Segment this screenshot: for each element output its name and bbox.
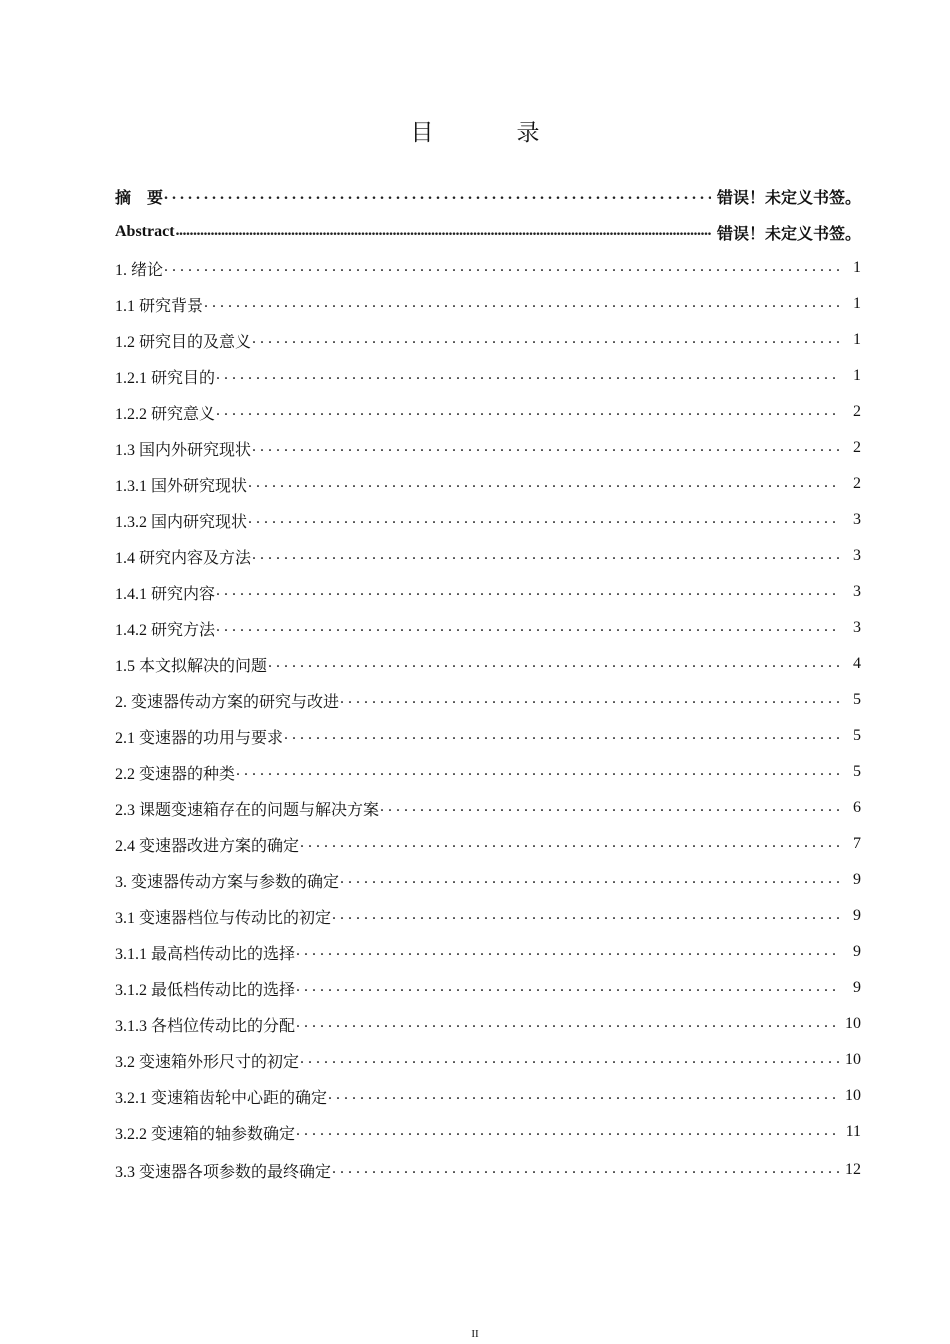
toc-entry-label: 2.1 变速器的功用与要求: [115, 729, 284, 747]
toc-entry[interactable]: [115, 610, 861, 646]
toc-entry-page: 1: [853, 367, 861, 384]
toc-entry-page: 6: [853, 799, 861, 816]
toc-entry[interactable]: [115, 538, 861, 574]
toc-entry-page: 9: [853, 943, 861, 960]
toc-entry[interactable]: [115, 1150, 861, 1190]
toc-entry[interactable]: [115, 1042, 861, 1078]
toc-entry[interactable]: [115, 898, 861, 934]
toc-entry[interactable]: [115, 574, 861, 610]
toc-entry-page: 5: [853, 691, 861, 708]
toc-entry-label: 1.2 研究目的及意义: [115, 333, 252, 351]
toc-entry[interactable]: [115, 1006, 861, 1042]
toc-entry[interactable]: [115, 682, 861, 718]
toc-entry-page: 10: [845, 1015, 861, 1032]
toc-entry-label: 1.4.1 研究内容: [115, 585, 216, 603]
toc-entry-label: 3.2.1 变速箱齿轮中心距的确定: [115, 1089, 328, 1107]
toc-dot-leader: [300, 834, 839, 853]
toc-dot-leader: [296, 942, 839, 961]
toc-dot-leader: [268, 654, 839, 673]
toc-entry[interactable]: [115, 358, 861, 394]
toc-entry[interactable]: [115, 466, 861, 502]
toc-entry-label: 2.3 课题变速箱存在的问题与解决方案: [115, 801, 380, 819]
toc-dot-leader: [164, 186, 711, 205]
toc-entry-label: 1.2.1 研究目的: [115, 369, 216, 387]
toc-entry-page: 2: [853, 403, 861, 420]
toc-dot-leader: [164, 258, 839, 277]
toc-dot-leader: [332, 906, 839, 925]
toc-entry-page: 2: [853, 475, 861, 492]
toc-entry-page: 1: [853, 331, 861, 348]
toc-entry-label: 3.2 变速箱外形尺寸的初定: [115, 1053, 300, 1071]
toc-entry-page: 3: [853, 547, 861, 564]
toc-entry-page: 9: [853, 871, 861, 888]
toc-entry-page: 2: [853, 439, 861, 456]
toc-entry-label: 1.2.2 研究意义: [115, 405, 216, 423]
toc-dot-leader: [300, 1050, 839, 1069]
toc-dot-leader: [328, 1086, 839, 1105]
toc-entry[interactable]: [115, 214, 861, 250]
toc-dot-leader: [296, 1122, 839, 1141]
toc-dot-leader: [296, 1014, 839, 1033]
toc-dot-leader: [176, 222, 711, 241]
toc-dot-leader: [340, 870, 839, 889]
toc-entry-page: 11: [845, 1123, 861, 1140]
toc-entry-label: 1.4 研究内容及方法: [115, 549, 252, 567]
toc-entry[interactable]: [115, 646, 861, 682]
toc-dot-leader: [236, 762, 839, 781]
toc-entry-page: 7: [853, 835, 861, 852]
toc-entry-label: 3.1 变速器档位与传动比的初定: [115, 909, 332, 927]
toc-entry[interactable]: [115, 286, 861, 322]
toc-entry-label: 2. 变速器传动方案的研究与改进: [115, 693, 340, 711]
toc-entry[interactable]: [115, 934, 861, 970]
toc-entry-page: 5: [853, 763, 861, 780]
toc-dot-leader: [332, 1160, 839, 1179]
toc-entry-label: 3.1.1 最高档传动比的选择: [115, 945, 296, 963]
toc-entry-label: 2.4 变速器改进方案的确定: [115, 837, 300, 855]
toc-entry[interactable]: [115, 322, 861, 358]
toc-entry-label: 3.2.2 变速箱的轴参数确定: [115, 1125, 296, 1143]
toc-entry-label: 2.2 变速器的种类: [115, 765, 236, 783]
toc-entry[interactable]: [115, 826, 861, 862]
toc-entry[interactable]: [115, 394, 861, 430]
toc-entry-page: 1: [853, 295, 861, 312]
toc-dot-leader: [216, 402, 839, 421]
toc-entry-label: Abstract: [115, 223, 175, 240]
toc-entry[interactable]: [115, 970, 861, 1006]
toc-entry[interactable]: [115, 718, 861, 754]
toc-entry-page: 4: [853, 655, 861, 672]
toc-entry[interactable]: [115, 178, 861, 214]
toc-dot-leader: [204, 294, 839, 313]
toc-entry-label: 1.1 研究背景: [115, 297, 204, 315]
toc-entry-page: 1: [853, 259, 861, 276]
toc-entry-page: 3: [853, 583, 861, 600]
toc-dot-leader: [216, 366, 839, 385]
toc-entry-label: 1.5 本文拟解决的问题: [115, 657, 268, 675]
toc-entry-page: 错误！未定义书签。: [716, 187, 861, 207]
toc-entry-page: 12: [845, 1161, 861, 1178]
toc-entry-page: 5: [853, 727, 861, 744]
toc-entry-label: 3.3 变速器各项参数的最终确定: [115, 1163, 332, 1181]
toc-entry-label: 3.1.2 最低档传动比的选择: [115, 981, 296, 999]
toc-entry-page: 10: [845, 1087, 861, 1104]
toc-entry-page: 3: [853, 511, 861, 528]
toc-dot-leader: [216, 582, 839, 601]
toc-entry[interactable]: [115, 250, 861, 286]
toc-entry-page: 10: [845, 1051, 861, 1068]
toc-entry[interactable]: [115, 1078, 861, 1114]
toc-entry[interactable]: [115, 430, 861, 466]
toc-entry-label: 1.3.1 国外研究现状: [115, 477, 248, 495]
toc-entry-label: 1. 绪论: [115, 261, 164, 279]
toc-entry[interactable]: [115, 1114, 861, 1150]
toc-entry-label: 摘 要: [115, 189, 164, 207]
toc-dot-leader: [380, 798, 839, 817]
toc-entry[interactable]: [115, 790, 861, 826]
toc-entry-label: 1.3.2 国内研究现状: [115, 513, 248, 531]
toc-dot-leader: [252, 438, 839, 457]
toc-dot-leader: [248, 510, 839, 529]
toc-entry-label: 3. 变速器传动方案与参数的确定: [115, 873, 340, 891]
page-number-footer: II: [471, 1328, 479, 1340]
toc-entry-label: 1.3 国内外研究现状: [115, 441, 252, 459]
table-of-contents: [115, 178, 861, 1190]
toc-entry-label: 1.4.2 研究方法: [115, 621, 216, 639]
toc-dot-leader: [252, 546, 839, 565]
toc-entry-page: 3: [853, 619, 861, 636]
toc-dot-leader: [216, 618, 839, 637]
toc-dot-leader: [248, 474, 839, 493]
toc-dot-leader: [296, 978, 839, 997]
toc-entry-page: 9: [853, 907, 861, 924]
page-title: 目 录: [410, 120, 570, 146]
toc-entry-label: 3.1.3 各档位传动比的分配: [115, 1017, 296, 1035]
toc-entry-page: 9: [853, 979, 861, 996]
toc-dot-leader: [284, 726, 839, 745]
toc-entry-page: 错误！未定义书签。: [716, 223, 861, 243]
toc-entry[interactable]: [115, 754, 861, 790]
toc-entry[interactable]: [115, 502, 861, 538]
toc-dot-leader: [252, 330, 839, 349]
toc-entry[interactable]: [115, 862, 861, 898]
toc-dot-leader: [340, 690, 839, 709]
